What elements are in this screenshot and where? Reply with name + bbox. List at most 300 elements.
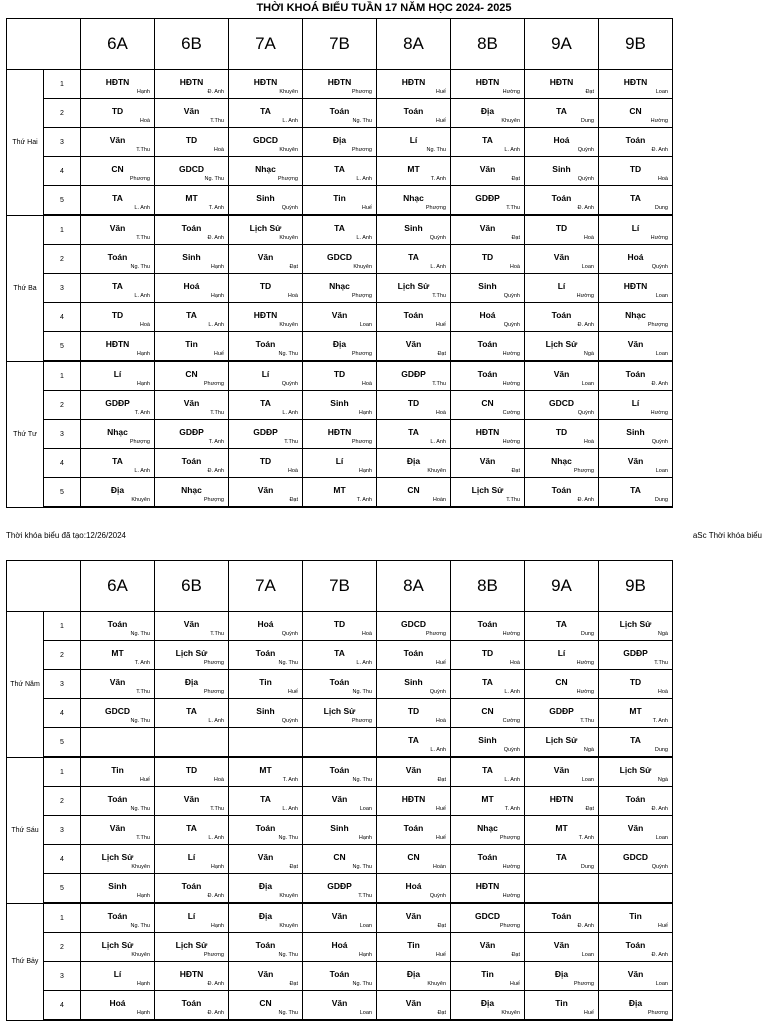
teacher-label: Phượng (203, 497, 224, 503)
teacher-label: Huế (435, 835, 446, 841)
lesson-cell (81, 186, 155, 216)
lesson-cell (525, 874, 599, 904)
teacher-label: Hường (502, 439, 520, 445)
lesson-cell (599, 99, 673, 128)
teacher-label: Hường (576, 689, 594, 695)
subject-label: GDĐP (179, 427, 204, 437)
period-number: 2 (44, 933, 81, 962)
lesson-box (229, 128, 302, 156)
lesson-cell (377, 757, 451, 787)
lesson-box (525, 787, 598, 815)
lesson-cell (155, 612, 229, 641)
teacher-label: Hường (650, 118, 668, 124)
subject-label: Văn (405, 911, 422, 921)
subject-label: CN (185, 369, 198, 379)
teacher-label: Phương (351, 718, 372, 724)
subject-label: GDCD (178, 164, 205, 174)
teacher-label: T. Anh (208, 439, 224, 445)
lesson-cell (525, 391, 599, 420)
lesson-cell (155, 215, 229, 245)
subject-label: Toán (403, 106, 424, 116)
teacher-label: Phương (203, 952, 224, 958)
lesson-cell (81, 903, 155, 933)
teacher-label: Đ. Anh (651, 806, 668, 812)
subject-label: Văn (109, 223, 126, 233)
lesson-cell (229, 449, 303, 478)
teacher-label: Quỳnh (429, 893, 446, 899)
lesson-box (451, 362, 524, 390)
lesson-cell (303, 699, 377, 728)
lesson-cell (599, 903, 673, 933)
subject-label: Văn (553, 940, 570, 950)
lesson-cell (303, 728, 377, 758)
lesson-cell (451, 449, 525, 478)
subject-label: TA (334, 648, 345, 658)
teacher-label: Phương (647, 1010, 668, 1016)
lesson-cell (81, 787, 155, 816)
teacher-label: Phương (129, 176, 150, 182)
lesson-box (81, 216, 154, 244)
lesson-box (377, 758, 450, 786)
teacher-label: Loan (359, 806, 372, 812)
period-number: 3 (44, 962, 81, 991)
lesson-box (525, 274, 598, 302)
lesson-box (377, 904, 450, 932)
teacher-label: Ng. Thu (278, 660, 298, 666)
lesson-cell (155, 391, 229, 420)
class-header-7a: 7A (229, 19, 303, 70)
lesson-box (599, 874, 672, 902)
lesson-cell (377, 391, 451, 420)
lesson-box (377, 699, 450, 727)
subject-label: Lí (113, 969, 122, 979)
lesson-box (525, 728, 598, 756)
subject-label: TA (482, 135, 493, 145)
subject-label: Địa (406, 969, 421, 979)
subject-label: TA (186, 823, 197, 833)
period-number: 4 (44, 699, 81, 728)
teacher-label: Loan (359, 923, 372, 929)
subject-label: Lịch Sử (249, 223, 282, 233)
subject-label: Lí (631, 398, 640, 408)
teacher-label: Khuyên (501, 1010, 520, 1016)
lesson-box (377, 874, 450, 902)
subject-label: GDĐP (105, 398, 130, 408)
subject-label: Văn (257, 969, 274, 979)
subject-label: Toán (625, 940, 646, 950)
teacher-label: Hoà (657, 689, 668, 695)
lesson-box (525, 157, 598, 185)
teacher-label: Hường (502, 864, 520, 870)
teacher-label: T.Thu (432, 381, 446, 387)
subject-label: MT (111, 648, 124, 658)
table-row (7, 845, 673, 874)
lesson-cell (229, 757, 303, 787)
lesson-box (155, 216, 228, 244)
lesson-box (377, 128, 450, 156)
lesson-box (599, 449, 672, 477)
lesson-box (229, 157, 302, 185)
subject-label: Văn (183, 398, 200, 408)
lesson-box (303, 728, 376, 756)
teacher-label: Khuyên (427, 981, 446, 987)
lesson-box (303, 332, 376, 360)
lesson-cell (599, 612, 673, 641)
teacher-label: Quỳnh (651, 264, 668, 270)
subject-label: Tin (333, 193, 346, 203)
lesson-box (525, 128, 598, 156)
teacher-label: Khuyên (501, 118, 520, 124)
teacher-label: Phượng (277, 176, 298, 182)
subject-label: TD (259, 456, 272, 466)
table-row (7, 478, 673, 508)
lesson-box (229, 816, 302, 844)
lesson-cell (599, 215, 673, 245)
class-header-6b: 6B (155, 561, 229, 612)
subject-label: TD (555, 223, 568, 233)
lesson-cell (81, 245, 155, 274)
table-row (7, 70, 673, 99)
lesson-box (599, 962, 672, 990)
subject-label: MT (629, 706, 642, 716)
lesson-box (599, 612, 672, 640)
teacher-label: L. Anh (430, 264, 446, 270)
teacher-label: Hạnh (210, 864, 224, 870)
class-header-7b: 7B (303, 561, 377, 612)
subject-label: Hoá (257, 619, 274, 629)
lesson-box (525, 391, 598, 419)
subject-label: MT (407, 164, 420, 174)
lesson-cell (303, 215, 377, 245)
lesson-cell (229, 186, 303, 216)
lesson-cell (303, 962, 377, 991)
teacher-label: Đ. Anh (577, 322, 594, 328)
teacher-label: Ng. Thu (352, 981, 372, 987)
subject-label: Toán (477, 369, 498, 379)
subject-label: GDCD (326, 252, 353, 262)
teacher-label: Loan (359, 1010, 372, 1016)
teacher-label: Huế (435, 322, 446, 328)
subject-label: GDCD (104, 706, 131, 716)
lesson-cell (377, 641, 451, 670)
subject-label: TA (334, 164, 345, 174)
subject-label: Tin (555, 998, 568, 1008)
lesson-box (155, 245, 228, 273)
teacher-label: Loan (655, 351, 668, 357)
subject-label: Toán (477, 619, 498, 629)
lesson-cell (377, 99, 451, 128)
subject-label: TD (111, 310, 124, 320)
subject-label: Tin (629, 911, 642, 921)
subject-label: HĐTN (475, 427, 500, 437)
lesson-box (377, 933, 450, 961)
lesson-cell (451, 478, 525, 508)
lesson-cell (377, 449, 451, 478)
table-row (7, 361, 673, 391)
lesson-cell (229, 274, 303, 303)
teacher-label: Quỳnh (503, 293, 520, 299)
subject-label: Toán (181, 456, 202, 466)
lesson-box (81, 186, 154, 214)
subject-label: Văn (627, 456, 644, 466)
class-header-9a: 9A (525, 561, 599, 612)
subject-label: Văn (109, 677, 126, 687)
subject-label: Hoá (405, 881, 422, 891)
lesson-box (155, 758, 228, 786)
lesson-box (377, 70, 450, 98)
period-number: 1 (44, 70, 81, 99)
teacher-label: Ng. Thu (204, 176, 224, 182)
lesson-box (303, 216, 376, 244)
subject-label: GDCD (548, 398, 575, 408)
subject-label: Hoá (479, 310, 496, 320)
lesson-box (525, 641, 598, 669)
subject-label: Sinh (404, 223, 423, 233)
subject-label: Địa (628, 998, 643, 1008)
lesson-cell (81, 70, 155, 99)
subject-label: Sinh (478, 735, 497, 745)
lesson-cell (599, 128, 673, 157)
lesson-cell (599, 816, 673, 845)
lesson-box (451, 186, 524, 214)
lesson-cell (229, 128, 303, 157)
day-label: Thứ Sáu (7, 757, 44, 903)
teacher-label: Huế (435, 952, 446, 958)
teacher-label: Phương (351, 147, 372, 153)
teacher-label: Quỳnh (429, 689, 446, 695)
teacher-label: L. Anh (430, 439, 446, 445)
period-number: 1 (44, 612, 81, 641)
lesson-cell (229, 787, 303, 816)
lesson-box (303, 874, 376, 902)
teacher-label: Loan (655, 293, 668, 299)
subject-label: TA (556, 619, 567, 629)
subject-label: Văn (257, 852, 274, 862)
lesson-cell (303, 478, 377, 508)
lesson-box (599, 362, 672, 390)
teacher-label: Hoà (509, 264, 520, 270)
subject-label: Văn (183, 106, 200, 116)
lesson-cell (229, 845, 303, 874)
lesson-box (155, 874, 228, 902)
teacher-label: T.Thu (506, 497, 520, 503)
subject-label: HĐTN (475, 77, 500, 87)
subject-label: Sinh (256, 706, 275, 716)
subject-label: Văn (109, 823, 126, 833)
teacher-label: T.Thu (136, 147, 150, 153)
lesson-box (599, 904, 672, 932)
subject-label: HĐTN (179, 77, 204, 87)
lesson-box (155, 933, 228, 961)
subject-label: CN (407, 485, 420, 495)
lesson-box (377, 478, 450, 506)
lesson-cell (81, 215, 155, 245)
teacher-label: Cường (502, 410, 520, 416)
lesson-box (525, 816, 598, 844)
lesson-box (81, 420, 154, 448)
table-row (7, 641, 673, 670)
subject-label: MT (185, 193, 198, 203)
lesson-box (303, 128, 376, 156)
lesson-cell (303, 391, 377, 420)
teacher-label: Ng. Thu (352, 118, 372, 124)
subject-label: Văn (331, 998, 348, 1008)
teacher-label: T.Thu (136, 835, 150, 841)
class-header-row (7, 561, 673, 612)
lesson-cell (229, 478, 303, 508)
subject-label: Địa (258, 911, 273, 921)
teacher-label: Huế (139, 777, 150, 783)
lesson-cell (525, 303, 599, 332)
subject-label: HĐTN (105, 77, 130, 87)
lesson-cell (377, 670, 451, 699)
subject-label: GDĐP (549, 706, 574, 716)
teacher-label: Khuyên (131, 952, 150, 958)
teacher-label: T. Anh (134, 660, 150, 666)
lesson-box (599, 186, 672, 214)
lesson-cell (377, 157, 451, 186)
class-header-6b: 6B (155, 19, 229, 70)
subject-label: Lịch Sử (175, 648, 208, 658)
subject-label: TD (407, 706, 420, 716)
lesson-cell (155, 274, 229, 303)
subject-label: Văn (331, 310, 348, 320)
subject-label: Tin (185, 339, 198, 349)
subject-label: Toán (255, 339, 276, 349)
teacher-label: Phương (573, 981, 594, 987)
subject-label: Lịch Sử (101, 852, 134, 862)
lesson-cell (155, 670, 229, 699)
teacher-label: T. Anh (504, 806, 520, 812)
period-number: 2 (44, 245, 81, 274)
subject-label: Nhạc (551, 456, 572, 466)
teacher-label: Khuyên (353, 264, 372, 270)
lesson-box (599, 845, 672, 873)
teacher-label: Quỳnh (651, 439, 668, 445)
subject-label: CN (481, 398, 494, 408)
lesson-box (377, 420, 450, 448)
subject-label: Toán (625, 135, 646, 145)
teacher-label: Phượng (499, 835, 520, 841)
subject-label: Nhạc (181, 485, 202, 495)
subject-label: Sinh (478, 281, 497, 291)
lesson-box (229, 420, 302, 448)
lesson-box (525, 186, 598, 214)
lesson-cell (525, 728, 599, 758)
lesson-box (229, 874, 302, 902)
teacher-label: Hạnh (136, 893, 150, 899)
subject-label: Nhạc (255, 164, 276, 174)
teacher-label: Dung (654, 497, 668, 503)
lesson-box (303, 303, 376, 331)
subject-label: TA (630, 485, 641, 495)
period-number: 4 (44, 157, 81, 186)
lesson-box (229, 449, 302, 477)
lesson-cell (229, 874, 303, 904)
lesson-cell (81, 157, 155, 186)
lesson-box (525, 420, 598, 448)
lesson-cell (599, 845, 673, 874)
teacher-label: Huế (435, 89, 446, 95)
lesson-cell (451, 699, 525, 728)
teacher-label: Khuyên (131, 497, 150, 503)
subject-label: GDĐP (253, 427, 278, 437)
teacher-label: Hoà (583, 439, 594, 445)
period-number: 4 (44, 303, 81, 332)
lesson-cell (155, 874, 229, 904)
lesson-cell (303, 874, 377, 904)
lesson-box (599, 933, 672, 961)
subject-label: Văn (553, 369, 570, 379)
table-row (7, 274, 673, 303)
subject-label: Văn (257, 252, 274, 262)
teacher-label: Ng. Thu (278, 1010, 298, 1016)
lesson-cell (155, 903, 229, 933)
subject-label: CN (629, 106, 642, 116)
lesson-box (81, 787, 154, 815)
subject-label: Lịch Sử (323, 706, 356, 716)
period-number: 3 (44, 420, 81, 449)
lesson-cell (599, 274, 673, 303)
lesson-box (155, 962, 228, 990)
lesson-cell (229, 215, 303, 245)
teacher-label: T.Thu (210, 410, 224, 416)
subject-label: HĐTN (623, 77, 648, 87)
lesson-cell (377, 787, 451, 816)
subject-label: TA (260, 106, 271, 116)
teacher-label: Ng. Thu (130, 806, 150, 812)
lesson-cell (229, 699, 303, 728)
subject-label: Toán (477, 852, 498, 862)
teacher-label: T. Anh (134, 410, 150, 416)
lesson-box (155, 362, 228, 390)
lesson-box (525, 216, 598, 244)
lesson-cell (525, 332, 599, 362)
lesson-box (155, 186, 228, 214)
lesson-box (451, 478, 524, 506)
lesson-box (303, 99, 376, 127)
subject-label: Văn (405, 765, 422, 775)
lesson-box (303, 362, 376, 390)
lesson-box (81, 991, 154, 1019)
lesson-box (599, 274, 672, 302)
teacher-label: Phương (203, 689, 224, 695)
teacher-label: Đạt (585, 806, 594, 812)
lesson-cell (81, 420, 155, 449)
subject-label: TD (333, 619, 346, 629)
period-number: 2 (44, 787, 81, 816)
lesson-box (229, 641, 302, 669)
subject-label: Lí (557, 281, 566, 291)
lesson-cell (303, 641, 377, 670)
lesson-cell (377, 186, 451, 216)
lesson-box (451, 670, 524, 698)
class-header-7a: 7A (229, 561, 303, 612)
lesson-box (81, 128, 154, 156)
teacher-label: Huế (583, 1010, 594, 1016)
lesson-cell (81, 99, 155, 128)
lesson-cell (377, 245, 451, 274)
period-number: 5 (44, 728, 81, 758)
teacher-label: Đạt (585, 89, 594, 95)
lesson-cell (229, 816, 303, 845)
lesson-cell (155, 186, 229, 216)
lesson-box (599, 728, 672, 756)
lesson-cell (525, 933, 599, 962)
subject-label: Lịch Sử (471, 485, 504, 495)
lesson-cell (303, 245, 377, 274)
subject-label: Toán (107, 794, 128, 804)
